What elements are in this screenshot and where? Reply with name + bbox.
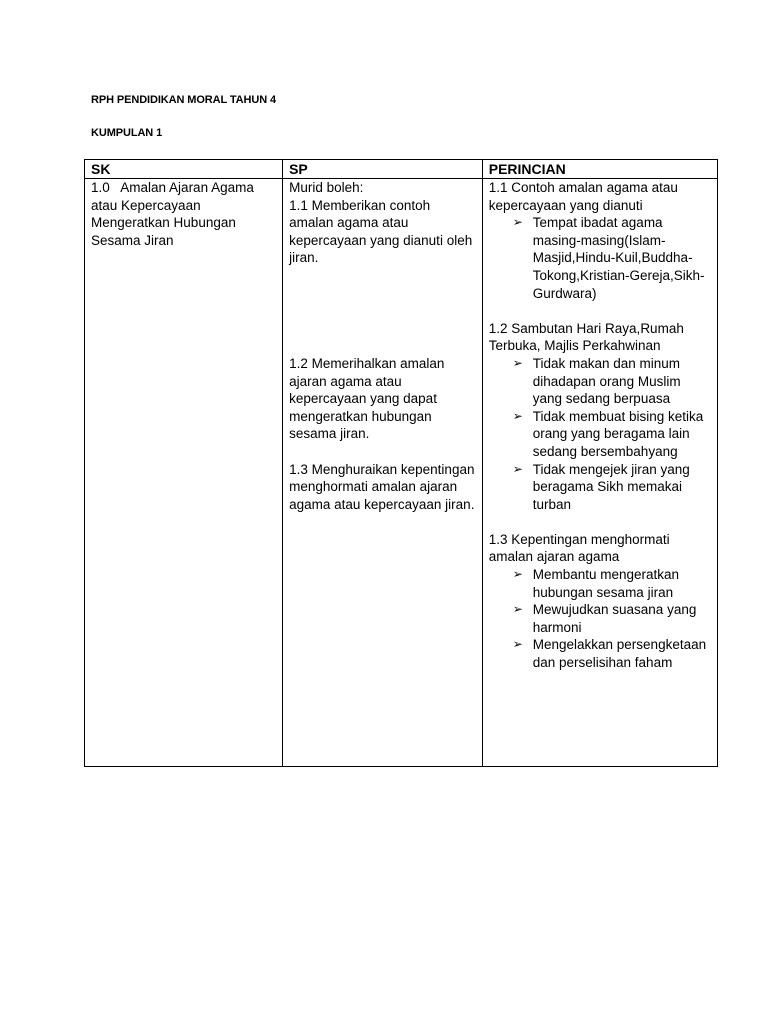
list-item [513, 408, 711, 461]
list-item-text: Mengelakkan persengketaan dan perselisihan faham [532, 637, 707, 671]
sk-text: 1.0 Amalan Ajaran Agama atau Kepercayaan Mengeratkan Hubungan Sesama Jiran [91, 180, 258, 248]
arrowhead-bullet-icon: ➢ [512, 461, 523, 476]
list-item-text: Tidak mengejek jiran yang beragama Sikh memakai turban [532, 461, 690, 512]
list-item-text: Tidak membuat bising ketika orang yang beragama lain sedang bersembahyang [532, 408, 704, 459]
lesson-plan-table [84, 159, 718, 767]
arrowhead-bullet-icon: ➢ [512, 602, 523, 617]
spacer [289, 443, 476, 461]
sp-item-1-2: 1.2 Memerihalkan amalan ajaran agama atau kepercayaan yang dapat mengeratkan hubungan sesama jiran. [289, 355, 445, 442]
arrowhead-bullet-icon: ➢ [512, 215, 523, 230]
spacer [289, 267, 476, 355]
perincian-list-1-3 [489, 566, 711, 672]
list-item-text: Tempat ibadat agama masing-masing(Islam-Masjid,Hindu-Kuil,Buddha-Tokong,Kristian-Gereja,Sikh-Gurdwara) [532, 215, 705, 301]
perincian-heading-1-3: 1.3 Kepentingan menghormati amalan ajaran agama [488, 531, 670, 565]
sk-cell [85, 179, 283, 767]
arrowhead-bullet-icon: ➢ [512, 355, 523, 370]
perincian-list-1-1 [489, 214, 711, 302]
list-item [513, 566, 711, 601]
spacer [489, 513, 711, 531]
list-item-text: Mewujudkan suasana yang harmoni [532, 602, 697, 635]
group-title: KUMPULAN 1 [91, 127, 163, 139]
list-item [513, 355, 711, 408]
header-sp: SP [283, 160, 483, 179]
sp-item-1-3: 1.3 Menghuraikan kepentingan menghormati amalan ajaran agama atau kepercayaan jiran. [289, 461, 475, 512]
perincian-heading-1-1: 1.1 Contoh amalan agama atau kepercayaan yang dianuti [488, 180, 678, 213]
list-item [513, 601, 711, 636]
arrowhead-bullet-icon: ➢ [512, 637, 523, 652]
header-perincian: PERINCIAN [482, 160, 717, 179]
header-sk: SK [85, 160, 283, 179]
arrowhead-bullet-icon: ➢ [512, 408, 523, 423]
table-row [85, 179, 718, 767]
list-item [513, 461, 711, 514]
perincian-list-1-2 [489, 355, 711, 513]
sp-cell [283, 179, 483, 767]
list-item-text: Tidak makan dan minum dihadapan orang Muslim yang sedang berpuasa [532, 355, 681, 407]
list-item [513, 214, 711, 302]
list-item-text: Membantu mengeratkan hubungan sesama jiran [532, 567, 680, 600]
sp-intro: Murid boleh: [289, 180, 364, 195]
perincian-heading-1-2: 1.2 Sambutan Hari Raya,Rumah Terbuka, Majlis Perkahwinan [488, 320, 684, 354]
table-header-row [85, 160, 718, 179]
arrowhead-bullet-icon: ➢ [512, 567, 523, 582]
perincian-cell [482, 179, 717, 767]
spacer [489, 302, 711, 320]
sp-item-1-1: 1.1 Memberikan contoh amalan agama atau kepercayaan yang dianuti oleh jiran. [289, 197, 473, 266]
document-title: RPH PENDIDIKAN MORAL TAHUN 4 [91, 94, 277, 106]
list-item [513, 636, 711, 671]
